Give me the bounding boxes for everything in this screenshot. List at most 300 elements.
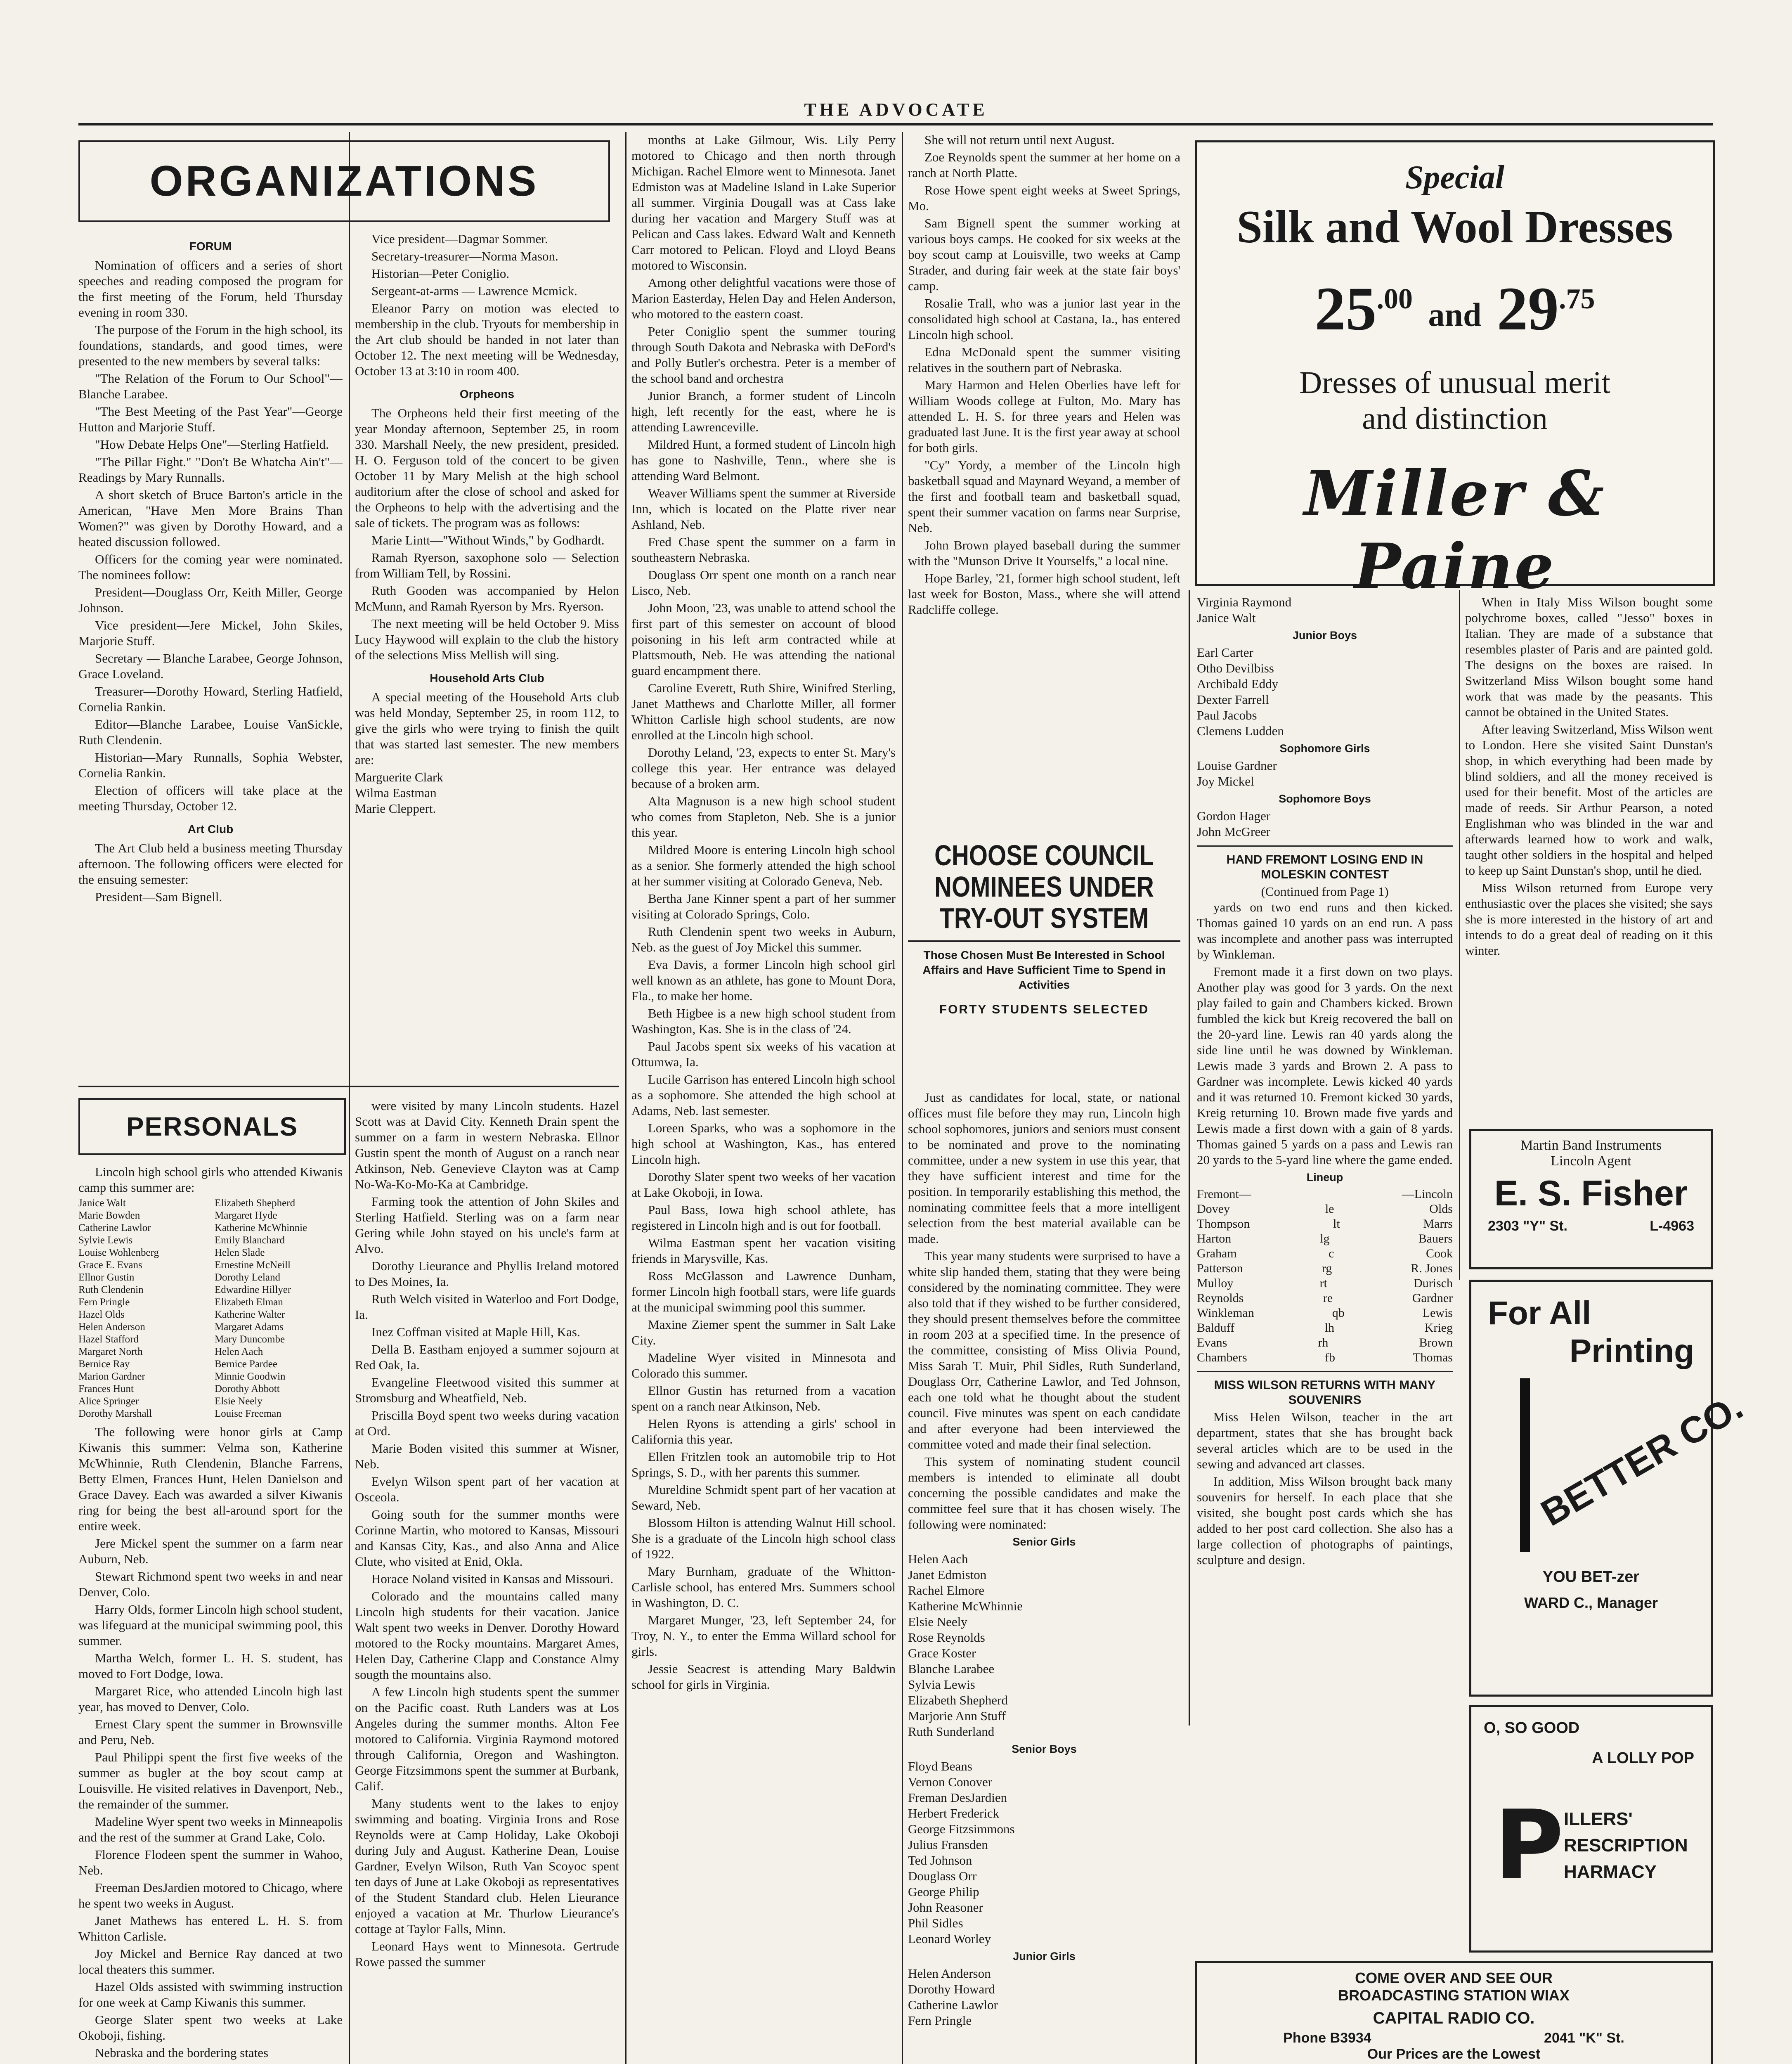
team-name: Fremont— [1197,1187,1251,1201]
paragraph: Fremont made it a first down on two plays. Another play was good for 3 yards. On the next play failed to gain and Chambers kicked. Brown fumbled the kick but Kreig recovered the ball on the 20-yard line. Lewis ran 40 yards along the side line until he was downed by Winkleman. Lewis made 3 yards and Brown 2. A pass to Gardner was incomplete. Lewis kicked 40 yards and it was returned 10. Fremont kicked 30 yards, Kreig returning 10. Brown made five yards and Lewis made a first down with a gain of 8 yards. Thomas gained 5 yards on a pass and Lewis ran 20 yards to the 5-yard line where the game ended. [1197,964,1453,1167]
list-item: Dorothy Marshall [78,1408,152,1419]
list-item: Dexter Farrell [1197,692,1269,707]
paragraph: Evangeline Fleetwood visited this summer at Stromsburg and Wheatfield, Neb. [355,1375,619,1405]
paragraph: Harry Olds, former Lincoln high school student, was lifeguard at the municipal swimming pool, this summer. [78,1602,343,1648]
list-item: Dorothy Abbott [215,1383,280,1394]
paragraph: Dorothy Leland, '23, expects to enter St. Mary's college this year. Her entrance was delayed because of a broken arm. [631,745,896,791]
paragraph: Douglass Orr spent one month on a ranch near Lisco, Neb. [631,568,896,598]
lineup-head: Lineup [1306,1171,1343,1183]
paragraph: Della B. Eastham enjoyed a summer sojourn at Red Oak, Ia. [355,1342,619,1372]
list-item: Hazel Olds [78,1309,125,1320]
paragraph: were visited by many Lincoln students. Hazel Scott was at David City. Kenneth Drain spent the summer on a farm in western Nebraska. Ellnor Gustin spent the month of August on a ranch near Atkinson, Neb. Genevieve Clayton was at Camp No-Wa-Ko-Mo-Ka at Cambridge. [355,1098,619,1191]
lineup-right: Bauers [1418,1232,1453,1245]
paragraph: Eleanor Parry on motion was elected to membership in the club. Tryouts for membership in the Art club should be handed in not later than October 12. The next meeting will be Wednesday, October 13 at 3:10 in room 400. [355,301,619,378]
ad-line: Special [1405,159,1504,196]
lineup-row [1197,1261,1453,1276]
list-item: Ted Johnson [908,1853,972,1868]
paragraph: John Brown played baseball during the summer with the "Munson Drive It Yourselfs," a local nine. [908,538,1180,568]
list-item: Phil Sidles [908,1916,963,1930]
list-item: Helen Anderson [908,1966,991,1981]
list-item: Helen Aach [215,1346,263,1357]
paragraph: Secretary-treasurer—Norma Mason. [371,249,558,263]
ad-and: and [1428,297,1482,334]
list-item: Sylvie Lewis [78,1235,133,1246]
list-item: Wilma Eastman [355,786,437,800]
paragraph: A few Lincoln high students spent the summer on the Pacific coast. Ruth Landers was at Los Angeles during the summer months. Alton Fee motored to California. Virginia Raymond motored through California, Oregon and Washington. George Fitzsimmons spent the summer at Burbank, Calif. [355,1685,619,1793]
lineup-pos: lg [1320,1232,1330,1245]
paragraph: The following were honor girls at Camp Kiwanis this summer: Velma son, Katherine McWhinnie, Ruth Clendenin, Blanche Farrens, Betty Elmen, Frances Hunt, Helen Danielson and Grace Davey. Each was awarded a silver Kiwanis ring for being the best all-around sport for the entire week. [78,1425,343,1533]
paragraph: Historian—Peter Coniglio. [371,266,510,281]
lineup-pos: c [1329,1247,1334,1260]
paragraph: Mildred Hunt, a formed student of Lincoln high has gone to Nashville, Tenn., where she is attending Ward Belmont. [631,437,896,483]
orpheons-head: Orpheons [459,388,515,400]
lineup-pos: lt [1333,1217,1340,1231]
paragraph: Horace Noland visited in Kansas and Missouri. [371,1572,614,1586]
paragraph: Inez Coffman visited at Maple Hill, Kas. [371,1325,580,1339]
paragraph: Evelyn Wilson spent part of her vacation at Osceola. [355,1474,619,1504]
address: 2041 "K" St. [1544,2030,1624,2046]
paragraph: This year many students were surprised to have a white slip handed them, stating that they were being considered by the nominating committee. They were also told that if they wished to be further considered, they should present themselves before the committee in room 203 at a specified time. In the presence of the committee, consisting of Miss Olivia Pound, Miss Sarah T. Muir, Phil Sidles, Ruth Sunderland, Douglass Orr, Catherine Lawlor, and Ted Johnson, each one told what he thought about the student council. Five minutes was spent on each candidate and after everyone had been interviewed the committee voted and made their final selection. [908,1249,1180,1451]
lineup-left: Balduff [1197,1321,1235,1335]
list-item: Fern Pringle [908,2013,972,2028]
paragraph: Ellnor Gustin has returned from a vacation spent on a ranch near Atkinson, Neb. [631,1383,896,1413]
printing-ad [1469,1280,1750,1697]
paragraph: Beth Higbee is a new high school student from Washington, Kas. She is in the class of '24. [631,1006,896,1036]
paragraph: Leonard Hays went to Minnesota. Gertrude Rowe passed the summer [355,1939,619,1969]
paragraph: Marie Lintt—"Without Winds," by Godhardt. [371,533,605,547]
paragraph: Paul Bass, Iowa high school athlete, has registered in Lincoln high and is out for football. [631,1202,896,1233]
paragraph: Mildred Moore is entering Lincoln high school as a senior. She formerly attended the high school at her summer visiting at Colorado Geneva, Neb. [631,843,896,888]
paragraph: Dorothy Lieurance and Phyllis Ireland motored to Des Moines, Ia. [355,1259,619,1289]
junior-girls-list [1197,594,1453,626]
list-item: Louise Gardner [1197,758,1277,773]
junior-boys-head: Junior Boys [1292,629,1357,641]
masthead: THE ADVOCATE [804,99,988,120]
list-item: Margaret Adams [215,1321,284,1333]
lineup-right: Olds [1429,1202,1453,1216]
list-item: Katherine McWhinnie [908,1599,1023,1613]
paragraph: Wilma Eastman spent her vacation visiting friends in Marysville, Kas. [631,1236,896,1266]
paragraph: President—Sam Bignell. [95,890,222,904]
paragraph: Lincoln high school girls who attended Kiwanis camp this summer are: [78,1165,343,1195]
team-name: —Lincoln [1402,1187,1453,1201]
ad-line: CAPITAL RADIO CO. [1373,2009,1535,2027]
paragraph: Rosalie Trall, who was a junior last year in the consolidated high school at Castana, Ia., has entered Lincoln high school. [908,296,1180,342]
paragraph: The Art Club held a business meeting Thursday afternoon. The following officers were elected for the ensuing semester: [78,841,343,887]
lineup-row [1197,1321,1453,1335]
list-item: Virginia Raymond [1197,595,1292,609]
paragraph: Sergeant-at-arms — Lawrence Mcmick. [371,284,577,298]
phone: Phone B3934 [1283,2030,1371,2046]
ad-tagline: YOU BET-zer [1542,1568,1640,1586]
sophomore-girls-list [1197,758,1453,789]
household-arts-head: Household Arts Club [430,672,544,684]
pillers-line: ILLERS' [1563,1809,1633,1829]
lineup-left: Graham [1197,1247,1237,1260]
paragraph: Colorado and the mountains called many Lincoln high students for their vacation. Janice Walt spent two weeks in Denver. Dorothy Howard motored to the Rocky mountains. Margaret Ames, Helen Day, Catherine Clapp and Constance Almy sougth the mountains also. [355,1589,619,1682]
list-item: Dorothy Leland [215,1272,280,1283]
paragraph: Margaret Rice, who attended Lincoln high last year, has moved to Denver, Colo. [78,1684,343,1714]
list-item: Grace E. Evans [78,1259,142,1271]
lineup-pos: lh [1324,1321,1335,1335]
logo-text: BETTER CO. [1534,1386,1750,1534]
lineup-left: Evans [1197,1336,1227,1349]
lineup-left: Chambers [1197,1351,1247,1364]
list-item: Catherine Lawlor [908,1998,998,2012]
list-item: Frances Hunt [78,1383,134,1394]
list-item: Bernice Ray [78,1359,130,1370]
lineup-pos: fb [1324,1351,1335,1364]
paragraph: Jere Mickel spent the summer on a farm near Auburn, Neb. [78,1536,343,1566]
list-item: Grace Koster [908,1646,976,1660]
paragraph: Caroline Everett, Ruth Shire, Winifred Sterling, Janet Matthews and Charlotte Miller, all former Whitton Carlisle high school students, are now enrolled at the Lincoln high school. [631,681,896,742]
paragraph: Mureldine Schmidt spent part of her vacation at Seward, Neb. [631,1482,896,1512]
list-item: Katherine McWhinnie [215,1222,307,1233]
lineup-left: Winkleman [1197,1306,1254,1320]
list-item: Freman DesJardien [908,1790,1007,1805]
list-item: Minnie Goodwin [215,1371,286,1382]
sophomore-girls-head: Sophomore Girls [1279,742,1370,755]
list-item: Mary Duncombe [215,1334,285,1345]
list-item: Marguerite Clark [355,770,443,784]
paragraph: The next meeting will be held October 9. Miss Lucy Haywood will explain to the club the history of the selections Miss Mellish will sing. [355,616,619,662]
wilson-headline: MISS WILSON RETURNS WITH MANY SOUVENIRS [1214,1378,1436,1407]
paragraph: Alta Magnuson is a new high school student who comes from Stapleton, Neb. She is a junior this year. [631,794,896,840]
lineup-row [1197,1291,1453,1306]
paragraph: Florence Flodeen spent the summer in Wahoo, Neb. [78,1847,343,1877]
organizations-title: ORGANIZATIONS [78,140,610,222]
fisher-ad [1469,1129,1713,1269]
paragraph: A short sketch of Bruce Barton's article in the American, "Have Men More Brains Than Women?" was given by Dorothy Howard, and a heated discussion followed. [78,488,343,549]
council-headline-line: NOMINEES UNDER [934,871,1154,903]
paragraph: After leaving Switzerland, Miss Wilson went to London. Here she visited Saint Dunstan's shop, in which everything had been made by blind soldiers, and all the money received is used for their benefit. Most of the articles are made of reeds. Sir Arthur Pearson, a noted Englishman who was blinded in the war and afterwards learned how to work and walk, taught other soldiers in the hospital and helped to keep up Saint Dunstan's shop, until he died. [1465,722,1713,878]
list-item: Rose Reynolds [908,1630,985,1645]
lineup-row [1197,1231,1453,1246]
paragraph: Hope Barley, '21, former high school student, left last week for Boston, Mass., where she will attend Radcliffe college. [908,571,1180,617]
list-item: Helen Aach [908,1552,968,1566]
list-item: Marion Gardner [78,1371,145,1382]
ad-line: COME OVER AND SEE OUR [1355,1969,1553,1986]
list-item: Blanche Larabee [908,1662,995,1676]
paragraph: A special meeting of the Household Arts club was held Monday, September 25, in room 112, to give the girls who were trying to finish the quilt that was started last semester. The new members are: [355,690,619,767]
paragraph: Fred Chase spent the summer on a farm in southeastern Nebraska. [631,535,896,565]
list-item: Ernestine McNeill [215,1259,291,1271]
pillers-line: HARMACY [1563,1862,1657,1882]
paragraph: Miss Helen Wilson, teacher in the art department, states that she has brought back several articles which are to be used in the sewing and advanced art classes. [1197,1410,1453,1471]
list-item: Rachel Elmore [908,1583,985,1598]
column-rule [1189,590,1190,1726]
paragraph: Weaver Williams spent the summer at Riverside Inn, which is located on the Platte river near Ashland, Neb. [631,486,896,532]
paragraph: Edna McDonald spent the summer visiting relatives in the southern part of Nebraska. [908,345,1180,375]
paragraph: George Slater spent two weeks at Lake Okoboji, fishing. [78,2012,343,2043]
miller-paine-logo: Miller & Paine [1304,457,1606,603]
paragraph: The Orpheons held their first meeting of the year Monday afternoon, September 25, in room 330. Marshall Neely, the new president, presided. H. O. Ferguson told of the concert to be given October 11 by Mary Melish at the high school auditorium after the close of school and asked for the Orpheons to help with the advertising and the sale of tickets. The program was as follows: [355,406,619,530]
ad-line: BROADCASTING STATION WIAX [1338,1987,1570,2004]
paragraph: She will not return until next August. [924,133,1115,147]
paragraph: Martha Welch, former L. H. S. student, has moved to Fort Dodge, Iowa. [78,1651,343,1681]
list-item: Janet Edmiston [908,1567,987,1582]
ad-line: Lincoln Agent [1551,1153,1631,1169]
council-headline-line: CHOOSE COUNCIL [934,839,1154,872]
list-item: Bernice Pardee [215,1359,278,1370]
column-rule [902,132,903,2064]
paragraph: Ramah Ryerson, saxophone solo — Selection from William Tell, by Rossini. [355,550,619,580]
list-item: Marie Cleppert. [355,801,436,816]
price: 25 [1314,275,1377,343]
paragraph: Marie Boden visited this summer at Wisner, Neb. [355,1441,619,1471]
paragraph: Freeman DesJardien motored to Chicago, where he spent two weeks in August. [78,1880,343,1910]
paragraph: Hazel Olds assisted with swimming instruction for one week at Camp Kiwanis this summer. [78,1979,343,2010]
council-deck: Those Chosen Must Be Interested in School Affairs and Have Sufficient Time to Spend in Activities [922,949,1166,991]
paragraph: Dorothy Slater spent two weeks of her vacation at Lake Okoboji, in Iowa. [631,1169,896,1200]
paragraph: Officers for the coming year were nominated. The nominees follow: [78,552,343,582]
list-item: Douglass Orr [908,1869,977,1883]
senior-boys-list [908,1759,1180,1947]
council-column-5 [1197,594,1453,1730]
junior-girls-list [908,1966,1180,2028]
paragraph: Jessie Seacrest is attending Mary Baldwin school for girls in Virginia. [631,1662,896,1692]
list-item: John McGreer [1197,824,1271,839]
ad-line: For All [1488,1295,1591,1331]
paragraph: Ernest Clary spent the summer in Brownsville and Peru, Neb. [78,1717,343,1747]
paragraph: Farming took the attention of John Skiles and Sterling Hatfield. Sterling was on a farm near Gering while John stayed on his uncle's farm at Alvo. [355,1194,619,1256]
football-headline: HAND FREMONT LOSING END IN MOLESKIN CONTEST [1226,853,1423,881]
ad-line: and distinction [1362,401,1548,436]
paragraph: Treasurer—Dorothy Howard, Sterling Hatfield, Cornelia Rankin. [78,684,343,714]
wilson-column-6 [1465,594,1713,1115]
personals-column-2 [355,1098,619,2064]
list-item: Emily Blanchard [215,1235,285,1246]
capital-radio-ad [1195,1961,1713,2064]
paragraph: Secretary — Blanche Larabee, George Johnson, Grace Loveland. [78,651,343,681]
paragraph: Junior Branch, a former student of Lincoln high, left recently for the east, where he is attending Lawrenceville. [631,388,896,434]
personals-column-4 [908,132,1180,834]
paragraph: Paul Jacobs spent six weeks of his vacation at Ottumwa, Ia. [631,1039,896,1069]
list-item: Floyd Beans [908,1759,972,1773]
paragraph: Loreen Sparks, who was a sophomore in the high school at Washington, Kas., has entered Lincoln high. [631,1121,896,1167]
organizations-column-1 [78,231,343,1057]
paragraph: "How Debate Helps One"—Sterling Hatfield. [95,437,329,452]
column-rule [349,132,350,2064]
list-item: Ruth Clendenin [78,1284,144,1295]
list-item: Margaret North [78,1346,143,1357]
lineup-right: Durisch [1414,1276,1453,1290]
ad-headline: Silk and Wool Dresses [1236,201,1673,253]
lineup-row [1197,1276,1453,1291]
paragraph: months at Lake Gilmour, Wis. Lily Perry motored to Chicago and then north through Michigan. Rachel Elmore went to Minnesota. Janet Edmiston was at Madeline Island in Lake Superior all summer. Virginia Dougall was at Cass lake during her vacation and Margery Stuff was at Pelican and Cass lakes. Edward Walt and Kenneth Carr motored to Pelican. Floyd and Lloyd Beans motored to Wisconsin. [631,133,896,272]
list-item: Archibald Eddy [1197,677,1279,691]
paragraph: Nomination of officers and a series of short speeches and reading composed the program for the first meeting of the Forum, held Thursday evening in room 330. [78,258,343,320]
ad-line: O, SO GOOD [1484,1719,1580,1737]
list-item: Elsie Neely [215,1396,262,1407]
pillers-pharmacy-ad [1469,1705,1713,1953]
lineup-row [1197,1246,1453,1261]
paragraph: Margaret Munger, '23, left September 24, for Troy, N. Y., to enter the Emma Willard school for girls. [631,1613,896,1659]
list-item: Leonard Worley [908,1931,991,1946]
paragraph: "The Best Meeting of the Past Year"—George Hutton and Marjorie Stuff. [78,404,343,434]
paragraph: Miss Wilson returned from Europe very enthusiastic over the places she visited; she says she is more interested in the history of art and intends to do a great deal of reading on it this winter. [1465,881,1713,958]
paragraph: Nebraska and the bordering states [95,2045,269,2060]
column-rule [1459,590,1460,1280]
paragraph: Editor—Blanche Larabee, Louise VanSickle, Ruth Clendenin. [78,717,343,747]
paragraph: Maxine Ziemer spent the summer in Salt Lake City. [631,1317,896,1347]
list-item: Joy Mickel [1197,774,1254,788]
price-cents: .75 [1558,283,1595,315]
list-item: Julius Fransden [908,1837,988,1852]
paragraph: Among other delightful vacations were those of Marion Easterday, Helen Day and Helen Anderson, who motored to the eastern coast. [631,275,896,321]
list-item: Gordon Hager [1197,809,1271,823]
paragraph: Just as candidates for local, state, or national offices must file before they may run, Lincoln high school sophomores, juniors and seniors must consent to be nominated and prove to the nominating committee, under a new system in use this year, that they have sufficient interest and time for the position. In temporarily establishing this method, the nominating committee feels that a more intelligent selection from the best material available can be made. [908,1090,1180,1246]
lineup-right: R. Jones [1411,1262,1453,1275]
paragraph: yards on two end runs and then kicked. Thomas gained 10 yards on an end run. A pass was incomplete and another pass was interrupted by Winkleman. [1197,900,1453,961]
column-rule [625,132,626,2064]
list-item: Helen Slade [215,1247,265,1258]
sophomore-boys-list [1197,808,1453,840]
list-item: Vernon Conover [908,1775,993,1789]
lineup-row [1197,1350,1453,1365]
paragraph: This system of nominating student council members is intended to eliminate all doubt concerning the possible candidates and make the committee feel sure that it has chosen wisely. The following were nominated: [908,1454,1180,1531]
junior-girls-head: Junior Girls [1013,1950,1076,1962]
list-item: Dorothy Howard [908,1982,995,1996]
list-item: Catherine Lawlor [78,1222,151,1233]
paragraph: Joy Mickel and Bernice Ray danced at two local theaters this summer. [78,1946,343,1976]
personals-column-3 [631,132,896,2064]
senior-boys-head: Senior Boys [1012,1743,1077,1755]
council-subdeck: FORTY STUDENTS SELECTED [939,1003,1149,1016]
ad-line: Dresses of unusual merit [1299,365,1610,400]
price: 29 [1496,275,1559,343]
paragraph: The purpose of the Forum in the high school, its foundations, standards, and good times, were presented to the new members by several talks: [78,322,343,368]
camp-names-list [78,1197,343,1420]
list-item: Herbert Frederick [908,1806,1000,1820]
list-item: Earl Carter [1197,645,1253,660]
paragraph: "The Pillar Fight." "Don't Be Whatcha Ain't"—Readings by Mary Runnalls. [78,454,343,485]
lineup-right: Krieg [1424,1321,1453,1335]
lineup-right: Lewis [1422,1306,1453,1320]
continued-note: (Continued from Page 1) [1261,884,1389,899]
list-item: Alice Springer [78,1396,139,1407]
list-item: Elizabeth Shepherd [215,1198,296,1209]
section-rule [78,1086,619,1087]
ad-line: Martin Band Instruments [1520,1138,1662,1153]
paragraph: Madeline Wyer spent two weeks in Minneapolis and the rest of the summer at Grand Lake, Colo. [78,1814,343,1844]
paragraph: Madeline Wyer visited in Minnesota and Colorado this summer. [631,1350,896,1380]
list-item: Marie Bowden [78,1210,140,1221]
list-item: Paul Jacobs [1197,708,1257,722]
organizations-column-2 [355,231,619,1057]
paragraph: Eva Davis, a former Lincoln high school girl well known as an athlete, has gone to Mount Dora, Fla., to make her home. [631,957,896,1003]
list-item: Edwardine Hillyer [215,1284,291,1295]
list-item: Janice Walt [1197,611,1256,625]
list-item: Elsie Neely [908,1614,967,1629]
paragraph: Ruth Clendenin spent two weeks in Auburn, Neb. as the guest of Joy Mickel this summer. [631,924,896,954]
paragraph: Stewart Richmond spent two weeks in and near Denver, Colo. [78,1569,343,1599]
list-item: Margaret Hyde [215,1210,277,1221]
list-item: Clemens Ludden [1197,724,1284,738]
paragraph: Ross McGlasson and Lawrence Dunham, former Lincoln high football stars, were life guards at the municipal swimming pool this summer. [631,1269,896,1314]
lineup-left: Thompson [1197,1217,1250,1231]
paragraph: Zoe Reynolds spent the summer at her home on a ranch at North Platte. [908,150,1180,180]
address: 2303 "Y" St. [1488,1218,1567,1234]
list-item: John Reasoner [908,1900,983,1915]
lineup-right: Thomas [1413,1351,1453,1364]
lineup-pos: rt [1319,1276,1327,1290]
senior-girls-list [908,1551,1180,1740]
art-club-head: Art Club [187,823,234,836]
paragraph: Ellen Fritzlen took an automobile trip to Hot Springs, S. D., with her parents this summer. [631,1449,896,1479]
senior-girls-head: Senior Girls [1012,1536,1076,1548]
lineup-row [1197,1202,1453,1217]
paragraph: Sam Bignell spent the summer working at various boys camps. He cooked for six weeks at the boy scout camp at Louisville, two weeks at Camp Strader, and during fair week at the state fair boys' camp. [908,216,1180,293]
paragraph: Mary Harmon and Helen Oberlies have left for William Woods college at Fulton, Mo. Mary has attended L. H. S. for three years and Helen was graduated last June. It is the first year away at school for both girls. [908,378,1180,455]
lineup-right: Cook [1426,1247,1453,1260]
paragraph: In addition, Miss Wilson brought back many souvenirs for herself. In each place that she visited, she bought post cards which she has added to her post card collection. She also has a large collection of photographs of paintings, sculpture and design. [1197,1474,1453,1567]
paragraph: Blossom Hilton is attending Walnut Hill school. She is a graduate of the Lincoln high school class of 1922. [631,1515,896,1561]
paragraph: Rose Howe spent eight weeks at Sweet Springs, Mo. [908,183,1180,213]
list-item: Ellnor Gustin [78,1272,135,1283]
list-item: Elizabeth Shepherd [908,1693,1008,1707]
council-headline-line: TRY-OUT SYSTEM [939,902,1149,935]
paragraph: When in Italy Miss Wilson bought some polychrome boxes, called "Jesso" boxes in Italian. They are made of a substance that resembles plaster of Paris and are painted gold. The designs on the boxes are raised. In Switzerland Miss Wilson bought some hand work that was made by the peasants. This cannot be obtained in the United States. [1465,595,1713,719]
paragraph: Ruth Welch visited in Waterloo and Fort Dodge, Ia. [355,1292,619,1322]
list-item: Sylvia Lewis [908,1677,975,1692]
lineup-left: Reynolds [1197,1291,1244,1305]
paragraph: Vice president—Dagmar Sommer. [371,232,548,246]
ad-manager: WARD C., Manager [1524,1594,1658,1611]
lineup-left: Patterson [1197,1262,1243,1275]
paragraph: President—Douglass Orr, Keith Miller, George Johnson. [78,585,343,615]
phone: L-4963 [1650,1218,1694,1234]
list-item: Hazel Stafford [78,1334,139,1345]
lineup-right: Gardner [1412,1291,1453,1305]
ad-name: E. S. Fisher [1494,1174,1688,1213]
lineup-table [1197,1202,1453,1365]
pillers-logo-letter: P [1494,1790,1564,1901]
paragraph: Historian—Mary Runnalls, Sophia Webster, Cornelia Rankin. [78,750,343,780]
council-headline [908,839,1180,1017]
list-item: Marjorie Ann Stuff [908,1709,1006,1723]
lineup-pos: rh [1318,1336,1329,1349]
paragraph: Vice president—Jere Mickel, John Skiles, Marjorie Stuff. [78,618,343,648]
lineup-right: Marrs [1423,1217,1453,1231]
paragraph: Janet Mathews has entered L. H. S. from Whitton Carlisle. [78,1913,343,1943]
personals-column-1 [78,1164,343,2064]
paragraph: Paul Philippi spent the first five weeks of the summer as bugler at the boy scout camp at Louisville. He visited relatives in Davenport, Neb., the remainder of the summer. [78,1750,343,1811]
list-item: Helen Anderson [78,1321,145,1333]
lineup-left: Harton [1197,1232,1232,1245]
list-item: Otho Devilbiss [1197,661,1274,675]
ad-line: Printing [1569,1333,1694,1369]
ad-prices [1197,266,1713,348]
paragraph: Ruth Gooden was accompanied by Helon McMunn, and Ramah Ryerson by Mrs. Ryerson. [355,583,619,613]
paragraph: Mary Burnham, graduate of the Whitton-Carlisle school, has entered Mrs. Summers school in Washington, D. C. [631,1564,896,1610]
ad-line: Our Prices are the Lowest [1367,2046,1541,2062]
household-members-list [355,769,619,817]
paragraph: "Cy" Yordy, a member of the Lincoln high basketball squad and Maynard Weyand, a member of the first and football team and basketball squad, spent their summer vacation on farms near Surprise, Neb. [908,458,1180,535]
lineup-pos: qb [1332,1306,1345,1320]
lineup-pos: rg [1322,1262,1332,1275]
lineup-pos: le [1325,1202,1334,1216]
lineup-row [1197,1335,1453,1350]
price-cents: .00 [1376,283,1413,315]
council-body [908,1090,1180,2064]
lineup-right: Brown [1419,1336,1453,1349]
paragraph: Election of officers will take place at the meeting Thursday, October 12. [78,783,343,813]
paragraph: Many students went to the lakes to enjoy swimming and boating. Virginia Irons and Rose Reynolds were at Camp Holiday, Lake Okoboji during July and August. Katherine Dean, Louise Gardner, Evelyn Wilson, Ruth Van Scoyoc spent ten days of June at Lake Okoboji as representatives of the Student Standard club. Helen Lieurance enjoyed a vacation at Mr. Thurlow Lieurance's cottage at Taylor Falls, Minn. [355,1796,619,1936]
sophomore-boys-head: Sophomore Boys [1279,793,1371,805]
list-item: Elizabeth Elman [215,1297,283,1308]
paragraph: "The Relation of the Forum to Our School"—Blanche Larabee. [78,371,343,401]
